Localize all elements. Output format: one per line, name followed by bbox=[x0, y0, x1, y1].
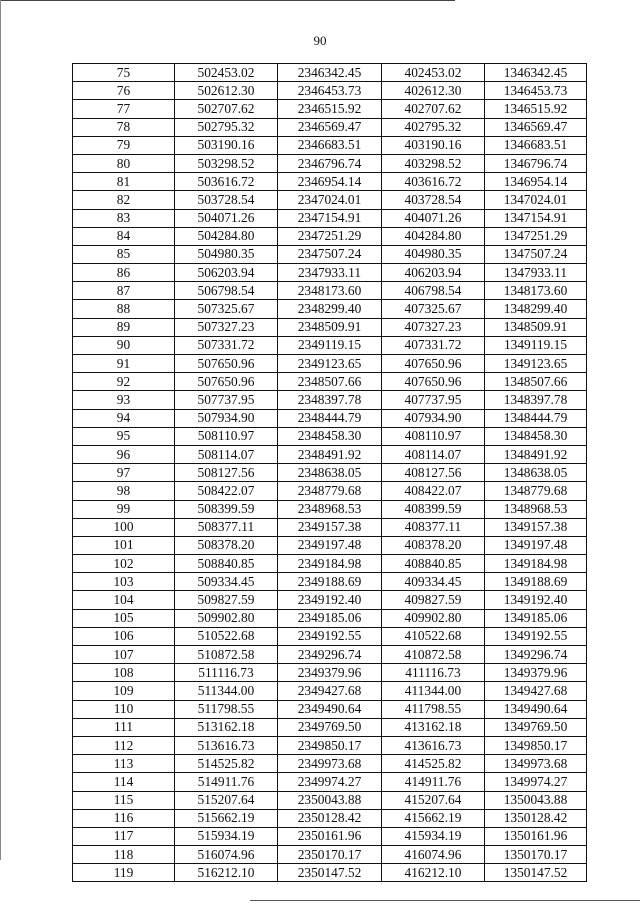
y2-cell: 1349490.64 bbox=[485, 700, 587, 718]
x1-cell: 511798.55 bbox=[175, 700, 278, 718]
y1-cell: 2346954.14 bbox=[278, 173, 382, 191]
y1-cell: 2346796.74 bbox=[278, 154, 382, 172]
table-row bbox=[73, 173, 587, 191]
table-row bbox=[73, 664, 587, 682]
x1-cell: 513616.73 bbox=[175, 736, 278, 754]
table-row bbox=[73, 464, 587, 482]
y2-cell: 1350043.88 bbox=[485, 791, 587, 809]
x2-cell: 413162.18 bbox=[382, 718, 485, 736]
table-row bbox=[73, 136, 587, 154]
table-row bbox=[73, 209, 587, 227]
top-rule bbox=[0, 0, 455, 1]
y1-cell: 2349850.17 bbox=[278, 736, 382, 754]
point-number-cell: 105 bbox=[73, 609, 175, 627]
point-number-cell: 118 bbox=[73, 846, 175, 864]
table-row bbox=[73, 264, 587, 282]
point-number-cell: 112 bbox=[73, 736, 175, 754]
table-row bbox=[73, 118, 587, 136]
point-number-cell: 99 bbox=[73, 500, 175, 518]
x2-cell: 411344.00 bbox=[382, 682, 485, 700]
point-number-cell: 106 bbox=[73, 627, 175, 645]
y2-cell: 1346954.14 bbox=[485, 173, 587, 191]
y1-cell: 2348397.78 bbox=[278, 391, 382, 409]
x1-cell: 508399.59 bbox=[175, 500, 278, 518]
x2-cell: 408127.56 bbox=[382, 464, 485, 482]
point-number-cell: 113 bbox=[73, 755, 175, 773]
x2-cell: 407650.96 bbox=[382, 373, 485, 391]
y2-cell: 1349379.96 bbox=[485, 664, 587, 682]
x2-cell: 409334.45 bbox=[382, 573, 485, 591]
table-row bbox=[73, 846, 587, 864]
point-number-cell: 111 bbox=[73, 718, 175, 736]
point-number-cell: 94 bbox=[73, 409, 175, 427]
y1-cell: 2349427.68 bbox=[278, 682, 382, 700]
y1-cell: 2347507.24 bbox=[278, 245, 382, 263]
x1-cell: 506203.94 bbox=[175, 264, 278, 282]
table-row bbox=[73, 682, 587, 700]
x1-cell: 507934.90 bbox=[175, 409, 278, 427]
point-number-cell: 98 bbox=[73, 482, 175, 500]
point-number-cell: 85 bbox=[73, 245, 175, 263]
point-number-cell: 89 bbox=[73, 318, 175, 336]
x1-cell: 514525.82 bbox=[175, 755, 278, 773]
table-row bbox=[73, 773, 587, 791]
y2-cell: 1347507.24 bbox=[485, 245, 587, 263]
x2-cell: 404980.35 bbox=[382, 245, 485, 263]
point-number-cell: 78 bbox=[73, 118, 175, 136]
table-row bbox=[73, 191, 587, 209]
point-number-cell: 82 bbox=[73, 191, 175, 209]
y2-cell: 1348507.66 bbox=[485, 373, 587, 391]
x1-cell: 507650.96 bbox=[175, 373, 278, 391]
x2-cell: 413616.73 bbox=[382, 736, 485, 754]
x2-cell: 416212.10 bbox=[382, 864, 485, 882]
y2-cell: 1350170.17 bbox=[485, 846, 587, 864]
y1-cell: 2349379.96 bbox=[278, 664, 382, 682]
point-number-cell: 115 bbox=[73, 791, 175, 809]
y2-cell: 1350128.42 bbox=[485, 809, 587, 827]
table-row bbox=[73, 318, 587, 336]
y2-cell: 1348509.91 bbox=[485, 318, 587, 336]
x1-cell: 511344.00 bbox=[175, 682, 278, 700]
y2-cell: 1348458.30 bbox=[485, 427, 587, 445]
y1-cell: 2348507.66 bbox=[278, 373, 382, 391]
point-number-cell: 117 bbox=[73, 827, 175, 845]
x1-cell: 507327.23 bbox=[175, 318, 278, 336]
x2-cell: 415207.64 bbox=[382, 791, 485, 809]
y2-cell: 1349188.69 bbox=[485, 573, 587, 591]
y2-cell: 1348491.92 bbox=[485, 445, 587, 463]
x2-cell: 414911.76 bbox=[382, 773, 485, 791]
table-row bbox=[73, 355, 587, 373]
x1-cell: 507331.72 bbox=[175, 336, 278, 354]
x1-cell: 503728.54 bbox=[175, 191, 278, 209]
y2-cell: 1349185.06 bbox=[485, 609, 587, 627]
y1-cell: 2349185.06 bbox=[278, 609, 382, 627]
table-row bbox=[73, 282, 587, 300]
x2-cell: 416074.96 bbox=[382, 846, 485, 864]
y1-cell: 2346342.45 bbox=[278, 64, 382, 82]
y2-cell: 1349850.17 bbox=[485, 736, 587, 754]
y1-cell: 2350147.52 bbox=[278, 864, 382, 882]
y1-cell: 2349123.65 bbox=[278, 355, 382, 373]
x1-cell: 509334.45 bbox=[175, 573, 278, 591]
x2-cell: 408399.59 bbox=[382, 500, 485, 518]
y2-cell: 1347024.01 bbox=[485, 191, 587, 209]
x2-cell: 402453.02 bbox=[382, 64, 485, 82]
point-number-cell: 83 bbox=[73, 209, 175, 227]
x2-cell: 414525.82 bbox=[382, 755, 485, 773]
point-number-cell: 90 bbox=[73, 336, 175, 354]
table-row bbox=[73, 809, 587, 827]
table-row bbox=[73, 518, 587, 536]
y1-cell: 2348968.53 bbox=[278, 500, 382, 518]
point-number-cell: 79 bbox=[73, 136, 175, 154]
x1-cell: 503616.72 bbox=[175, 173, 278, 191]
x1-cell: 509902.80 bbox=[175, 609, 278, 627]
y1-cell: 2346453.73 bbox=[278, 82, 382, 100]
table-row bbox=[73, 555, 587, 573]
y2-cell: 1349296.74 bbox=[485, 646, 587, 664]
y1-cell: 2350170.17 bbox=[278, 846, 382, 864]
point-number-cell: 76 bbox=[73, 82, 175, 100]
y2-cell: 1349197.48 bbox=[485, 536, 587, 554]
x2-cell: 415662.19 bbox=[382, 809, 485, 827]
y2-cell: 1349123.65 bbox=[485, 355, 587, 373]
point-number-cell: 97 bbox=[73, 464, 175, 482]
y1-cell: 2349296.74 bbox=[278, 646, 382, 664]
x2-cell: 408378.20 bbox=[382, 536, 485, 554]
y2-cell: 1349157.38 bbox=[485, 518, 587, 536]
y1-cell: 2349184.98 bbox=[278, 555, 382, 573]
table-row bbox=[73, 573, 587, 591]
table-row bbox=[73, 64, 587, 82]
y2-cell: 1348299.40 bbox=[485, 300, 587, 318]
y2-cell: 1349974.27 bbox=[485, 773, 587, 791]
x1-cell: 515207.64 bbox=[175, 791, 278, 809]
x1-cell: 504071.26 bbox=[175, 209, 278, 227]
bottom-rule bbox=[250, 900, 640, 901]
table-row bbox=[73, 409, 587, 427]
y1-cell: 2348299.40 bbox=[278, 300, 382, 318]
y2-cell: 1348397.78 bbox=[485, 391, 587, 409]
point-number-cell: 86 bbox=[73, 264, 175, 282]
y2-cell: 1348968.53 bbox=[485, 500, 587, 518]
point-number-cell: 116 bbox=[73, 809, 175, 827]
y1-cell: 2347024.01 bbox=[278, 191, 382, 209]
x1-cell: 504284.80 bbox=[175, 227, 278, 245]
y2-cell: 1349427.68 bbox=[485, 682, 587, 700]
x2-cell: 407327.23 bbox=[382, 318, 485, 336]
x1-cell: 507650.96 bbox=[175, 355, 278, 373]
y1-cell: 2349973.68 bbox=[278, 755, 382, 773]
y1-cell: 2347251.29 bbox=[278, 227, 382, 245]
x1-cell: 508127.56 bbox=[175, 464, 278, 482]
y2-cell: 1349192.55 bbox=[485, 627, 587, 645]
y2-cell: 1348444.79 bbox=[485, 409, 587, 427]
point-number-cell: 77 bbox=[73, 100, 175, 118]
point-number-cell: 87 bbox=[73, 282, 175, 300]
y1-cell: 2349490.64 bbox=[278, 700, 382, 718]
y1-cell: 2348444.79 bbox=[278, 409, 382, 427]
table-row bbox=[73, 591, 587, 609]
x1-cell: 507325.67 bbox=[175, 300, 278, 318]
x1-cell: 508840.85 bbox=[175, 555, 278, 573]
y1-cell: 2348491.92 bbox=[278, 445, 382, 463]
x2-cell: 408377.11 bbox=[382, 518, 485, 536]
x1-cell: 502707.62 bbox=[175, 100, 278, 118]
table-row bbox=[73, 864, 587, 882]
x1-cell: 515662.19 bbox=[175, 809, 278, 827]
table-row bbox=[73, 300, 587, 318]
table-row bbox=[73, 646, 587, 664]
x1-cell: 508114.07 bbox=[175, 445, 278, 463]
x2-cell: 415934.19 bbox=[382, 827, 485, 845]
x2-cell: 411116.73 bbox=[382, 664, 485, 682]
y1-cell: 2346515.92 bbox=[278, 100, 382, 118]
left-rule bbox=[0, 0, 1, 860]
y1-cell: 2348638.05 bbox=[278, 464, 382, 482]
x2-cell: 409827.59 bbox=[382, 591, 485, 609]
x2-cell: 402707.62 bbox=[382, 100, 485, 118]
table-row bbox=[73, 227, 587, 245]
point-number-cell: 102 bbox=[73, 555, 175, 573]
y2-cell: 1349192.40 bbox=[485, 591, 587, 609]
point-number-cell: 80 bbox=[73, 154, 175, 172]
y1-cell: 2346683.51 bbox=[278, 136, 382, 154]
point-number-cell: 109 bbox=[73, 682, 175, 700]
x2-cell: 407737.95 bbox=[382, 391, 485, 409]
coordinates-table-body bbox=[73, 64, 587, 882]
x2-cell: 406798.54 bbox=[382, 282, 485, 300]
x1-cell: 513162.18 bbox=[175, 718, 278, 736]
point-number-cell: 104 bbox=[73, 591, 175, 609]
x2-cell: 408110.97 bbox=[382, 427, 485, 445]
x1-cell: 511116.73 bbox=[175, 664, 278, 682]
y1-cell: 2349769.50 bbox=[278, 718, 382, 736]
table-row bbox=[73, 482, 587, 500]
table-row bbox=[73, 154, 587, 172]
y2-cell: 1348173.60 bbox=[485, 282, 587, 300]
x2-cell: 403616.72 bbox=[382, 173, 485, 191]
x1-cell: 507737.95 bbox=[175, 391, 278, 409]
y2-cell: 1346453.73 bbox=[485, 82, 587, 100]
x1-cell: 515934.19 bbox=[175, 827, 278, 845]
coordinates-table bbox=[72, 63, 587, 882]
y2-cell: 1347933.11 bbox=[485, 264, 587, 282]
x1-cell: 502612.30 bbox=[175, 82, 278, 100]
table-row bbox=[73, 391, 587, 409]
table-row bbox=[73, 700, 587, 718]
x1-cell: 504980.35 bbox=[175, 245, 278, 263]
x1-cell: 516074.96 bbox=[175, 846, 278, 864]
y2-cell: 1346342.45 bbox=[485, 64, 587, 82]
x2-cell: 410522.68 bbox=[382, 627, 485, 645]
x2-cell: 407331.72 bbox=[382, 336, 485, 354]
point-number-cell: 88 bbox=[73, 300, 175, 318]
y1-cell: 2348458.30 bbox=[278, 427, 382, 445]
y1-cell: 2350128.42 bbox=[278, 809, 382, 827]
point-number-cell: 92 bbox=[73, 373, 175, 391]
point-number-cell: 84 bbox=[73, 227, 175, 245]
x2-cell: 406203.94 bbox=[382, 264, 485, 282]
y2-cell: 1348779.68 bbox=[485, 482, 587, 500]
y2-cell: 1350147.52 bbox=[485, 864, 587, 882]
point-number-cell: 108 bbox=[73, 664, 175, 682]
x1-cell: 502795.32 bbox=[175, 118, 278, 136]
y2-cell: 1346569.47 bbox=[485, 118, 587, 136]
table-row bbox=[73, 373, 587, 391]
y2-cell: 1349184.98 bbox=[485, 555, 587, 573]
x2-cell: 403298.52 bbox=[382, 154, 485, 172]
x2-cell: 410872.58 bbox=[382, 646, 485, 664]
point-number-cell: 110 bbox=[73, 700, 175, 718]
y2-cell: 1349973.68 bbox=[485, 755, 587, 773]
y1-cell: 2349974.27 bbox=[278, 773, 382, 791]
y2-cell: 1349119.15 bbox=[485, 336, 587, 354]
x2-cell: 403190.16 bbox=[382, 136, 485, 154]
y1-cell: 2350161.96 bbox=[278, 827, 382, 845]
table-row bbox=[73, 736, 587, 754]
y1-cell: 2349188.69 bbox=[278, 573, 382, 591]
y1-cell: 2346569.47 bbox=[278, 118, 382, 136]
y1-cell: 2348779.68 bbox=[278, 482, 382, 500]
y1-cell: 2349157.38 bbox=[278, 518, 382, 536]
x1-cell: 508377.11 bbox=[175, 518, 278, 536]
x1-cell: 508110.97 bbox=[175, 427, 278, 445]
table-row bbox=[73, 718, 587, 736]
y2-cell: 1349769.50 bbox=[485, 718, 587, 736]
x2-cell: 403728.54 bbox=[382, 191, 485, 209]
y1-cell: 2348173.60 bbox=[278, 282, 382, 300]
table-row bbox=[73, 827, 587, 845]
x1-cell: 509827.59 bbox=[175, 591, 278, 609]
x2-cell: 404071.26 bbox=[382, 209, 485, 227]
x2-cell: 402612.30 bbox=[382, 82, 485, 100]
table-row bbox=[73, 755, 587, 773]
point-number-cell: 93 bbox=[73, 391, 175, 409]
x2-cell: 411798.55 bbox=[382, 700, 485, 718]
table-row bbox=[73, 536, 587, 554]
table-row bbox=[73, 100, 587, 118]
point-number-cell: 101 bbox=[73, 536, 175, 554]
y2-cell: 1348638.05 bbox=[485, 464, 587, 482]
x1-cell: 503190.16 bbox=[175, 136, 278, 154]
x2-cell: 404284.80 bbox=[382, 227, 485, 245]
y1-cell: 2347154.91 bbox=[278, 209, 382, 227]
point-number-cell: 107 bbox=[73, 646, 175, 664]
x2-cell: 402795.32 bbox=[382, 118, 485, 136]
point-number-cell: 119 bbox=[73, 864, 175, 882]
y1-cell: 2350043.88 bbox=[278, 791, 382, 809]
table-row bbox=[73, 791, 587, 809]
table-row bbox=[73, 445, 587, 463]
y1-cell: 2349192.40 bbox=[278, 591, 382, 609]
point-number-cell: 81 bbox=[73, 173, 175, 191]
y1-cell: 2349197.48 bbox=[278, 536, 382, 554]
x2-cell: 409902.80 bbox=[382, 609, 485, 627]
x1-cell: 508422.07 bbox=[175, 482, 278, 500]
x2-cell: 408114.07 bbox=[382, 445, 485, 463]
table-row bbox=[73, 500, 587, 518]
page-number: 90 bbox=[313, 33, 327, 48]
y1-cell: 2349119.15 bbox=[278, 336, 382, 354]
point-number-cell: 114 bbox=[73, 773, 175, 791]
table-row bbox=[73, 245, 587, 263]
x1-cell: 502453.02 bbox=[175, 64, 278, 82]
point-number-cell: 96 bbox=[73, 445, 175, 463]
point-number-cell: 95 bbox=[73, 427, 175, 445]
x2-cell: 407325.67 bbox=[382, 300, 485, 318]
point-number-cell: 103 bbox=[73, 573, 175, 591]
table-row bbox=[73, 627, 587, 645]
x1-cell: 510872.58 bbox=[175, 646, 278, 664]
x1-cell: 516212.10 bbox=[175, 864, 278, 882]
y1-cell: 2349192.55 bbox=[278, 627, 382, 645]
x2-cell: 407934.90 bbox=[382, 409, 485, 427]
x1-cell: 510522.68 bbox=[175, 627, 278, 645]
point-number-cell: 75 bbox=[73, 64, 175, 82]
point-number-cell: 100 bbox=[73, 518, 175, 536]
y2-cell: 1346683.51 bbox=[485, 136, 587, 154]
y2-cell: 1346796.74 bbox=[485, 154, 587, 172]
y2-cell: 1346515.92 bbox=[485, 100, 587, 118]
table-row bbox=[73, 336, 587, 354]
point-number-cell: 91 bbox=[73, 355, 175, 373]
y2-cell: 1347154.91 bbox=[485, 209, 587, 227]
y1-cell: 2348509.91 bbox=[278, 318, 382, 336]
x1-cell: 514911.76 bbox=[175, 773, 278, 791]
x2-cell: 407650.96 bbox=[382, 355, 485, 373]
x2-cell: 408422.07 bbox=[382, 482, 485, 500]
table-row bbox=[73, 427, 587, 445]
y2-cell: 1350161.96 bbox=[485, 827, 587, 845]
table-row bbox=[73, 609, 587, 627]
y2-cell: 1347251.29 bbox=[485, 227, 587, 245]
x1-cell: 508378.20 bbox=[175, 536, 278, 554]
table-row bbox=[73, 82, 587, 100]
x1-cell: 506798.54 bbox=[175, 282, 278, 300]
x1-cell: 503298.52 bbox=[175, 154, 278, 172]
y1-cell: 2347933.11 bbox=[278, 264, 382, 282]
x2-cell: 408840.85 bbox=[382, 555, 485, 573]
